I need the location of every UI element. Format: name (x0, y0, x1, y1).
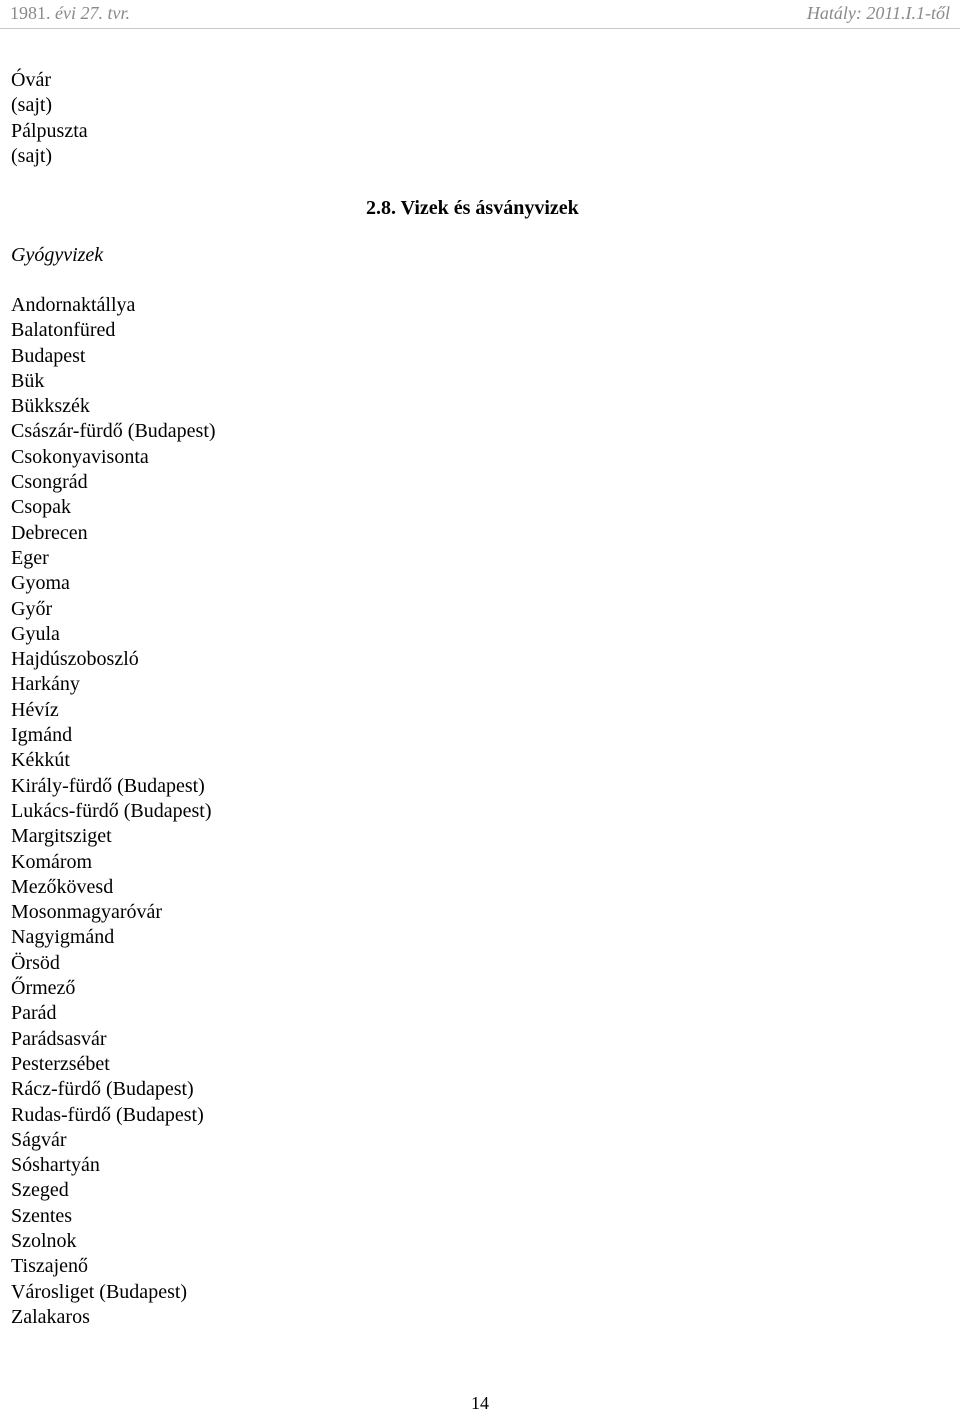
list-item: Király-fürdő (Budapest) (11, 774, 205, 797)
header-law-reference (10, 2, 130, 24)
header-effective-date: Hatály: 2011.I.1-től (806, 3, 950, 23)
list-item: Mezőkövesd (11, 875, 114, 898)
list-item: Harkány (11, 673, 80, 696)
list-item: (sajt) (11, 144, 53, 167)
list-item: Komárom (11, 850, 93, 873)
page-number: 14 (471, 1393, 489, 1413)
list-item: Debrecen (11, 521, 88, 544)
list-item: Gyula (11, 622, 60, 645)
list-item: Budapest (11, 344, 86, 367)
list-item: Igmánd (11, 724, 73, 747)
list-item: Rácz-fürdő (Budapest) (11, 1078, 194, 1101)
list-item: Csopak (11, 496, 71, 519)
list-item: (sajt) (11, 94, 53, 117)
continued-list (11, 68, 88, 169)
list-item: Pálpuszta (11, 119, 88, 142)
list-item: Bük (11, 369, 45, 392)
list-item: Ságvár (11, 1128, 67, 1151)
city-list (11, 293, 216, 1330)
list-item: Hévíz (11, 698, 59, 721)
list-item: Csokonyavisonta (11, 445, 149, 468)
list-item: Szentes (11, 1204, 73, 1227)
header-law-name: évi 27. tvr. (50, 3, 130, 23)
list-item: Lukács-fürdő (Budapest) (11, 799, 212, 822)
section-title: 2.8. Vizek és ásványvizek (366, 197, 579, 219)
list-item: Városliget (Budapest) (11, 1280, 188, 1303)
list-item: Bükkszék (11, 395, 90, 418)
list-item: Balatonfüred (11, 319, 116, 342)
list-item: Őrmező (11, 977, 76, 1000)
header-year: 1981. (10, 3, 51, 23)
list-item: Szolnok (11, 1229, 77, 1252)
list-item: Mosonmagyaróvár (11, 901, 163, 924)
list-item: Zalakaros (11, 1305, 90, 1328)
page-header (0, 0, 960, 29)
list-item: Örsöd (11, 951, 60, 974)
subheading: Gyógyvizek (11, 244, 104, 266)
list-item: Parádsasvár (11, 1027, 107, 1050)
list-item: Sóshartyán (11, 1154, 100, 1177)
list-item: Nagyigmánd (11, 926, 115, 949)
list-item: Eger (11, 546, 49, 569)
list-item: Győr (11, 597, 53, 620)
list-item: Rudas-fürdő (Budapest) (11, 1103, 204, 1126)
list-item: Tiszajenő (11, 1255, 89, 1278)
list-item: Margitsziget (11, 825, 112, 848)
list-item: Andornaktállya (11, 294, 136, 316)
list-item: Császár-fürdő (Budapest) (11, 420, 216, 443)
list-item: Pesterzsébet (11, 1052, 110, 1075)
list-item: Gyoma (11, 572, 70, 595)
list-item: Csongrád (11, 471, 88, 494)
list-item: Kékkút (11, 749, 70, 772)
list-item: Parád (11, 1002, 57, 1025)
list-item: Óvár (11, 69, 51, 91)
list-item: Szeged (11, 1179, 69, 1202)
list-item: Hajdúszoboszló (11, 648, 139, 671)
